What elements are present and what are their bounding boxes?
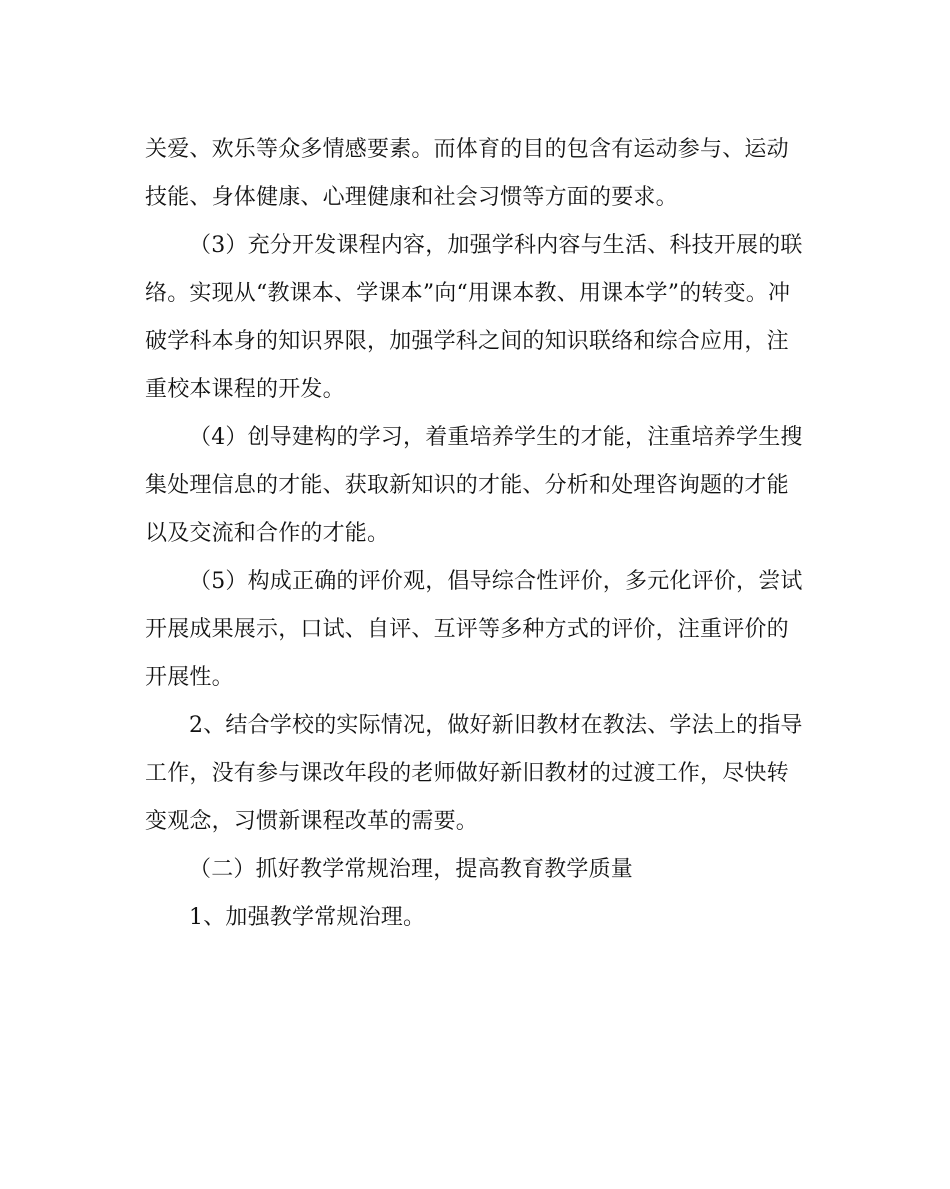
paragraph-continuation: 关爱、欢乐等众多情感要素。而体育的目的包含有运动参与、运动技能、身体健康、心理健康和社会习惯等方面的要求。 xyxy=(145,137,789,210)
paragraph-point-1: 1、加强教学常规治理。 xyxy=(189,905,426,930)
paragraph-item-5: （5）构成正确的评价观，倡导综合性评价，多元化评价，尝试开展成果展示，口试、自评、互评等多种方式的评价，注重评价的开展性。 xyxy=(145,569,803,690)
paragraph-item-4: （4）创导建构的学习，着重培养学生的才能，注重培养学生搜集处理信息的才能、获取新知识的才能、分析和处理咨询题的才能以及交流和合作的才能。 xyxy=(145,425,803,546)
section-heading-2: （二）抓好教学常规治理，提高教育教学质量 xyxy=(189,857,634,882)
paragraph-item-3: （3）充分开发课程内容，加强学科内容与生活、科技开展的联络。实现从“教课本、学课本”向“用课本教、用课本学”的转变。冲破学科本身的知识界限，加强学科之间的知识联络和综合应用，注重校本课程的开发。 xyxy=(145,233,803,402)
document-body xyxy=(145,126,805,942)
paragraph-point-2: 2、结合学校的实际情况，做好新旧教材在教法、学法上的指导工作，没有参与课改年段的老师做好新旧教材的过渡工作，尽快转变观念，习惯新课程改革的需要。 xyxy=(145,713,803,834)
